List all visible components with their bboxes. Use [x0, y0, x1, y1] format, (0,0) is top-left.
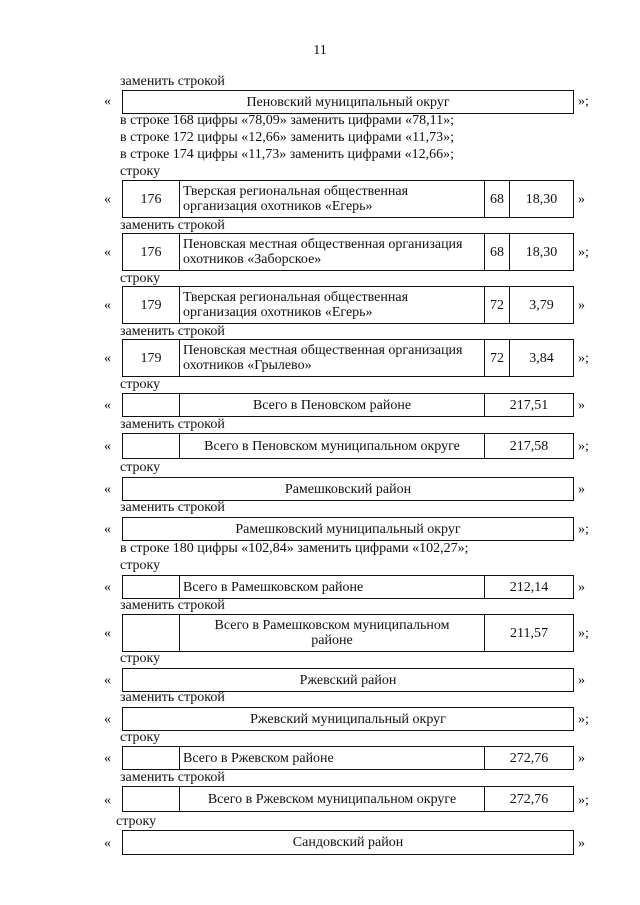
- row-value: 272,76: [484, 787, 573, 811]
- row-value: 211,57: [484, 615, 573, 651]
- instruction-line: строку: [120, 164, 161, 179]
- quote-open: «: [104, 439, 111, 454]
- table-row: [122, 614, 574, 652]
- quote-close: »: [578, 298, 585, 313]
- table-row: [122, 339, 574, 377]
- row-number: 176: [140, 244, 162, 260]
- row-value: 272,76: [484, 747, 573, 769]
- row-number: 176: [140, 191, 162, 207]
- quote-close: »: [578, 836, 585, 851]
- quote-close: »;: [578, 626, 589, 641]
- instruction-line: в строке 172 цифры «12,66» заменить цифрами «11,73»;: [120, 130, 455, 145]
- row-empty-cell: [123, 615, 179, 651]
- table-row: [122, 517, 574, 541]
- table-row: [122, 233, 574, 271]
- quote-open: «: [104, 522, 111, 537]
- quote-open: «: [104, 192, 111, 207]
- quote-close: »: [578, 580, 585, 595]
- instruction-line: заменить строкой: [120, 500, 225, 515]
- quote-open: «: [104, 793, 111, 808]
- row-value: 18,30: [509, 234, 573, 270]
- row-text: Всего в Ржевском муниципальном округе: [179, 787, 484, 811]
- quote-open: «: [104, 298, 111, 313]
- row-empty-cell: [123, 787, 179, 811]
- quote-close: »: [578, 192, 585, 207]
- row-qty: 68: [484, 181, 509, 217]
- quote-close: »: [578, 751, 585, 766]
- table-row: [122, 786, 574, 812]
- instruction-line: заменить строкой: [120, 690, 225, 705]
- row-empty-cell: [123, 747, 179, 769]
- quote-open: «: [104, 482, 111, 497]
- row-empty-cell: [123, 576, 179, 598]
- instruction-line: заменить строкой: [120, 770, 225, 785]
- row-text: Всего в Рамешковском муниципальном районе: [179, 615, 484, 651]
- row-number: 179: [140, 297, 162, 313]
- row-empty-cell: [123, 434, 179, 458]
- row-text: Пеновский муниципальный округ: [246, 94, 450, 110]
- quote-open: «: [104, 245, 111, 260]
- row-value: 217,51: [484, 394, 573, 416]
- quote-open: «: [104, 94, 111, 109]
- row-name: Тверская региональная общественная организация охотников «Егерь»: [179, 287, 484, 323]
- instruction-line: в строке 168 цифры «78,09» заменить цифрами «78,11»;: [120, 113, 455, 128]
- row-value: 3,84: [509, 340, 573, 376]
- table-row: [122, 477, 574, 501]
- row-text: Рамешковский муниципальный округ: [235, 521, 461, 537]
- row-value: 212,14: [484, 576, 573, 598]
- instruction-line: строку: [116, 814, 157, 829]
- row-name: Пеновская местная общественная организация охотников «Заборское»: [179, 234, 484, 270]
- quote-open: «: [104, 626, 111, 641]
- instruction-line: строку: [120, 377, 161, 392]
- page-number: 11: [313, 43, 327, 58]
- quote-open: «: [104, 398, 111, 413]
- table-row: [122, 575, 574, 599]
- quote-close: »: [578, 482, 585, 497]
- row-text: Всего в Пеновском муниципальном округе: [179, 434, 484, 458]
- row-text: Всего в Пеновском районе: [179, 394, 484, 416]
- row-text: Рамешковский район: [284, 481, 412, 497]
- table-row: [122, 180, 574, 218]
- row-name: Тверская региональная общественная организация охотников «Егерь»: [179, 181, 484, 217]
- instruction-line: заменить строкой: [120, 598, 225, 613]
- quote-close: »;: [578, 439, 589, 454]
- quote-open: «: [104, 580, 111, 595]
- instruction-line: заменить строкой: [120, 324, 225, 339]
- row-value: 3,79: [509, 287, 573, 323]
- table-row: [122, 393, 574, 417]
- quote-close: »;: [578, 245, 589, 260]
- row-name: Пеновская местная общественная организация охотников «Грылево»: [179, 340, 484, 376]
- quote-close: »;: [578, 522, 589, 537]
- instruction-line: строку: [120, 558, 161, 573]
- quote-open: «: [104, 712, 111, 727]
- table-row: [122, 746, 574, 770]
- quote-close: »;: [578, 94, 589, 109]
- instruction-line: заменить строкой: [120, 417, 225, 432]
- instruction-line: заменить строкой: [120, 74, 225, 89]
- row-text: Сандовский район: [292, 835, 404, 850]
- row-qty: 72: [484, 340, 509, 376]
- row-value: 18,30: [509, 181, 573, 217]
- table-row: [122, 286, 574, 324]
- table-row: [122, 830, 574, 855]
- row-text: Ржевский муниципальный округ: [250, 711, 446, 727]
- row-value: 217,58: [484, 434, 573, 458]
- table-row: [122, 90, 574, 114]
- quote-open: «: [104, 836, 111, 851]
- instruction-line: в строке 174 цифры «11,73» заменить цифрами «12,66»;: [120, 147, 455, 162]
- row-number: 179: [140, 350, 162, 366]
- instruction-line: строку: [120, 271, 161, 286]
- row-text: Ржевский район: [299, 672, 397, 688]
- row-empty-cell: [123, 394, 179, 416]
- row-qty: 68: [484, 234, 509, 270]
- instruction-line: строку: [120, 460, 161, 475]
- quote-close: »;: [578, 793, 589, 808]
- table-row: [122, 668, 574, 692]
- quote-close: »;: [578, 712, 589, 727]
- quote-close: »: [578, 673, 585, 688]
- instruction-line: строку: [120, 730, 161, 745]
- table-row: [122, 433, 574, 459]
- row-qty: 72: [484, 287, 509, 323]
- instruction-line: заменить строкой: [120, 218, 225, 233]
- row-text: Всего в Ржевском районе: [179, 747, 484, 769]
- quote-close: »;: [578, 351, 589, 366]
- instruction-line: в строке 180 цифры «102,84» заменить цифрами «102,27»;: [120, 541, 469, 556]
- quote-close: »: [578, 398, 585, 413]
- instruction-line: строку: [120, 651, 161, 666]
- table-row: [122, 707, 574, 731]
- quote-open: «: [104, 751, 111, 766]
- quote-open: «: [104, 351, 111, 366]
- row-text: Всего в Рамешковском районе: [179, 576, 484, 598]
- quote-open: «: [104, 673, 111, 688]
